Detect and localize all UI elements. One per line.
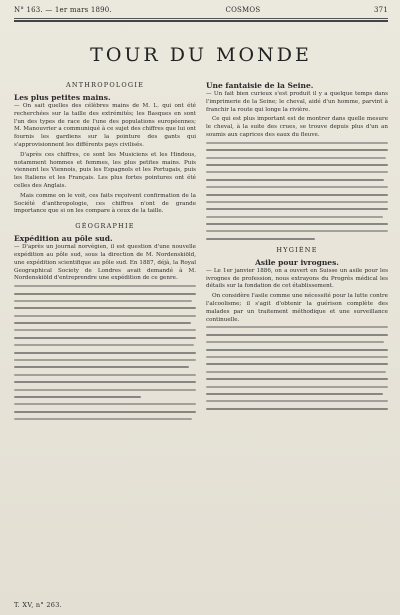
journal-name: COSMOS xyxy=(225,6,261,14)
left-column xyxy=(14,78,196,426)
article-ivrognes-lines xyxy=(206,326,388,409)
issue-number: N° 163. — 1er mars 1890. xyxy=(14,6,112,14)
article-body-pole-sud-lines xyxy=(14,285,196,420)
section-title-anthropologie: ANTHROPOLOGIE xyxy=(65,81,145,89)
right-column xyxy=(206,78,388,426)
article-heading-mains: Les plus petites mains. xyxy=(14,93,111,102)
section-title-hygiene: HYGIÈNE xyxy=(276,245,318,254)
article-lead-seine: — Un fait bien curieux s'est produit il y a quelque temps dans l'imprimerie de la Seine; le cheval, aidé d'un homme, parvint à franchir la route qui longe la rivière. xyxy=(206,91,388,113)
text-columns xyxy=(14,78,388,426)
page-footer: T. XV, n° 263. xyxy=(14,601,63,609)
article-seine-lines xyxy=(206,142,388,240)
section-title-geographie: GÉOGRAPHIE xyxy=(75,222,135,231)
article-heading-ivrognes: Asile pour ivrognes. xyxy=(255,257,339,267)
running-header xyxy=(14,6,388,16)
page-number: 371 xyxy=(374,6,388,14)
header-rule xyxy=(14,18,388,19)
article-lead-pole-sud: — D'après un journal norvégien, il est question d'une nouvelle expédition au pôle sud, sous la direction de M. Nordenskiöld, une expédition scientifique au pôle sud. En 1887, déjà, la Royal Geographical Society de Londres avait demandé à M. Nordenskiöld d'entreprendre une expédition de ce genre. xyxy=(14,244,196,282)
article-body-ivrognes: On considère l'asile comme une nécessité pour la lutte contre l'alcoolisme; il s'agit d'obtenir la guérison complète des malades par un traitement méthodique et une surveillance continuelle. xyxy=(206,293,388,323)
header-double-rule xyxy=(14,20,388,22)
article-lead-ivrognes: — Le 1er janvier 1886, on a ouvert en Suisse un asile pour les ivrognes de profession, nous extrayons du Progrès médical les détails sur la fondation de cet établissement. xyxy=(206,267,388,290)
article-lead-mains: — On sait quelles des célèbres mains de M. L. qui ont été recherchées sur la taille des extrémités; les Basques en sont l'un des types de race de l'une des populations européennes; M. Manouvrier a communiqué à ce sujet des chiffres que lui ont fournis les gardiens sur la pointure des gants qui s'approvisionnent les différents pays civilisés. xyxy=(14,103,196,148)
article-heading-seine: Une fantaisie de la Seine. xyxy=(206,81,314,90)
article-closing-mains: Mais comme on le voit, ces faits reçoivent confirmation de la Société d'anthropologie, ces chiffres n'ont de grande importance que si on les compare à ceux de la taille. xyxy=(14,192,196,215)
page-title: TOUR DU MONDE xyxy=(90,44,312,66)
article-body-seine: Ce qui est plus important est de montrer dans quelle mesure le cheval, à la suite des crues, se trouve depuis plus d'un an soumis aux caprices des eaux du fleuve. xyxy=(206,116,388,138)
article-body-mains: D'après ces chiffres, ce sont les Musiciens et les Hindous, notamment hommes et femmes, les plus petites mains. Puis viennent les Viennois, puis les Espagnols et les Portugais, puis les Italiens et les Français. Les plus fortes pointures ont été celles des Anglais. xyxy=(14,151,196,189)
article-heading-pole-sud: Expédition au pôle sud. xyxy=(14,234,113,244)
